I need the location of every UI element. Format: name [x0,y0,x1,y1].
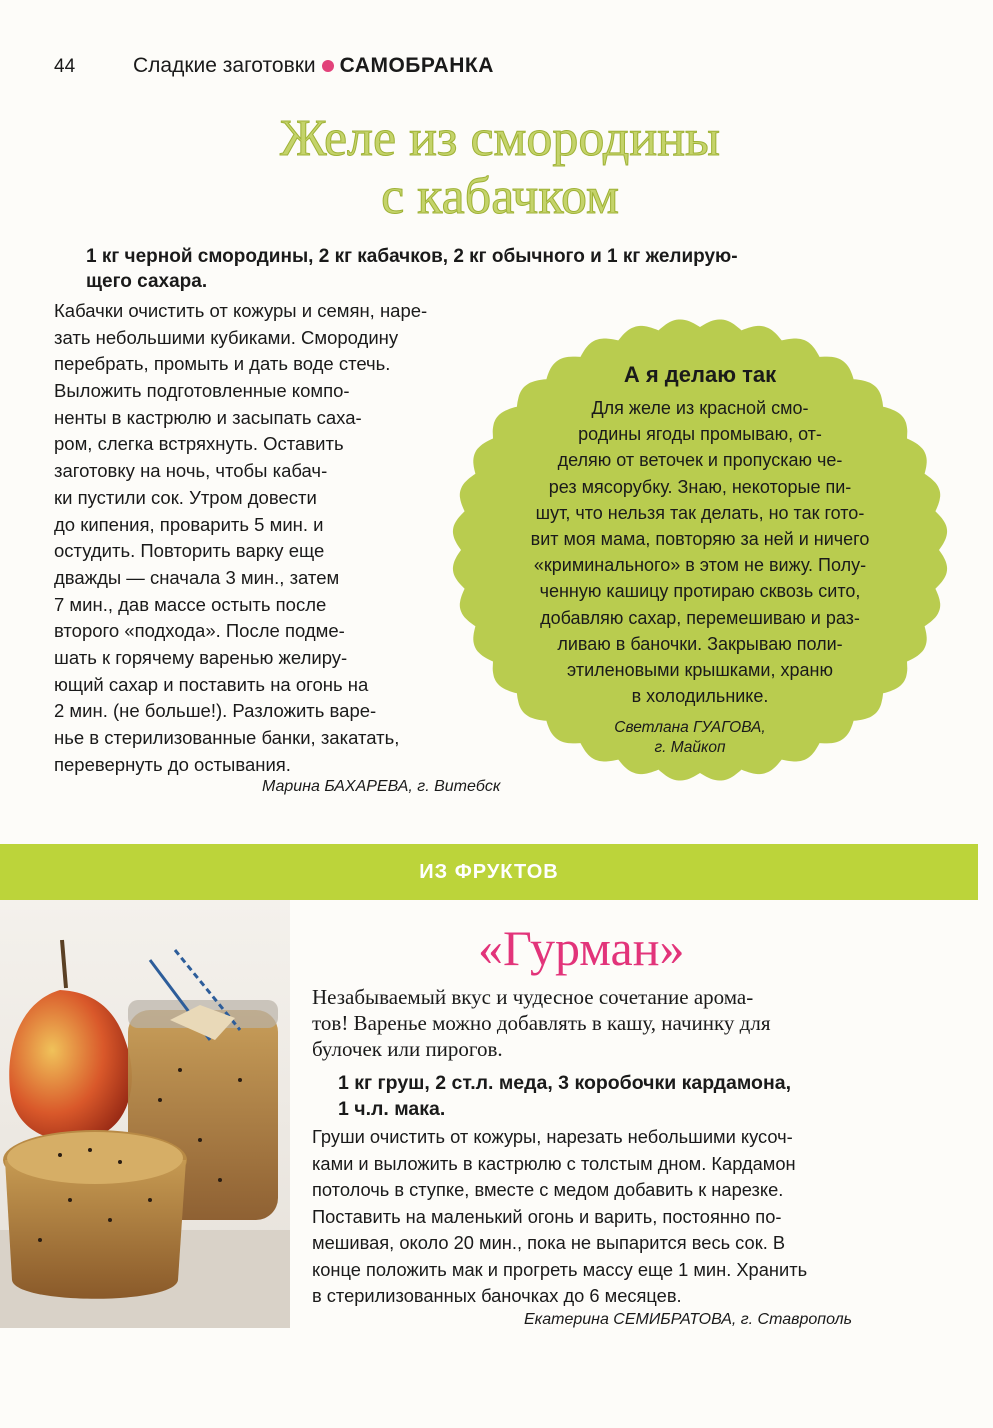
tip-author-name: Светлана ГУАГОВА, [614,719,766,736]
ingredients-line: 1 кг груш, 2 ст.л. меда, 3 коробочки кардамона, [338,1072,792,1094]
tip-title: А я делаю так [623,362,777,387]
tip-line: ливаю в баночки. Закрываю поли- [557,633,843,654]
method-line: перевернуть до остывания. [54,753,291,775]
title-line: с кабачком [381,168,619,225]
tip-author-city: г. Майкоп [654,739,726,756]
ingredients-line: 1 кг черной смородины, 2 кг кабачков, 2 кг обычного и 1 кг желирую- [86,246,738,267]
bullet-dot-icon [322,60,334,72]
method-line: потолочь в ступке, вместе с медом добавить к нарезке. [312,1179,784,1200]
method-line: Груши очистить от кожуры, нарезать небольшими кусоч- [312,1126,793,1147]
ingredients [338,1070,791,1122]
tip-line: «криминального» в этом не вижу. Полу- [533,555,867,576]
tip-line: вит моя мама, повторяю за ней и ничего [530,528,870,549]
method-line: мешивая, около 20 мин., пока не выпарится весь сок. В [312,1232,786,1253]
tip-line: родины ягоды промываю, от- [578,424,822,445]
method-line: нье в стерилизованные банки, закатать, [54,727,400,748]
method-line: ром, слегка встряхнуть. Оставить [54,433,344,455]
ingredients [86,244,946,294]
tip-line: деляю от веточек и пропускаю че- [557,450,843,471]
method-line: Кабачки очистить от кожуры и семян, наре- [54,300,428,321]
method-line: в стерилизованных баночках до 6 месяцев. [312,1285,682,1306]
method-line: ющий сахар и поставить на огонь на [54,673,369,695]
method-line: второго «подхода». После подме- [54,620,345,642]
recipe-method [54,298,427,778]
page-number: 44 [54,56,76,77]
method-line: до кипения, проварить 5 мин. и [54,513,324,535]
method-line: дважды — сначала 3 мин., затем [54,566,340,588]
method-line: 7 мин., дав массе остыть после [54,593,327,615]
recipe-intro [312,984,771,1062]
method-line: перебрать, промыть и дать воде стечь. [54,353,391,375]
method-line: 2 мин. (не больше!). Разложить варе- [54,700,377,722]
recipe-method [312,1124,807,1310]
brand-name: САМОБРАНКА [339,54,494,77]
title-line: Желе из смородины [280,110,720,167]
method-line: зать небольшими кубиками. Смородину [54,326,399,348]
ingredients-line: щего сахара. [86,271,208,292]
method-line: ки пустили сок. Утром довести [54,486,317,508]
tip-line: добавляю сахар, перемешиваю и раз- [540,607,860,628]
intro-line: тов! Варенье можно добавлять в кашу, начинку для [312,1011,771,1035]
method-line: заготовку на ночь, чтобы кабач- [54,460,328,482]
section-band-label: ИЗ ФРУКТОВ [419,861,559,883]
method-line: Выложить подготовленные компо- [54,380,350,402]
section-name: Сладкие заготовки [133,54,316,77]
method-line: шать к горячему варенью желиру- [54,646,348,668]
tip-line: Для желе из красной смо- [591,398,809,418]
tip-line: рез мясорубку. Знаю, некоторые пи- [548,476,852,497]
method-line: ненты в кастрюлю и засыпать саха- [54,406,362,428]
author-signature: Марина БАХАРЕВА, г. Витебск [262,778,501,795]
tip-body [470,395,930,709]
intro-line: Незабываемый вкус и чудесное сочетание арома- [312,985,754,1009]
tip-line: этиленовыми крышками, храню [567,659,833,680]
tip-author [570,718,810,758]
method-line: конце положить мак и прогреть массу еще 1 мин. Хранить [312,1258,808,1280]
author-signature: Екатерина СЕМИБРАТОВА, г. Ставрополь [524,1311,853,1328]
recipe-title: «Гурман» [478,920,685,976]
running-header [133,54,494,78]
method-line: остудить. Повторить варку еще [54,540,325,562]
tip-line: шут, что нельзя так делать, но так гото- [535,502,865,523]
method-line: ками и выложить в кастрюлю с толстым дном. Кардамон [312,1152,796,1174]
recipe-title [120,110,880,226]
tip-line: ченную кашицу протираю сквозь сито, [539,581,861,602]
method-line: Поставить на маленький огонь и варить, постоянно по- [312,1205,782,1227]
tip-line: в холодильнике. [631,686,769,707]
ingredients-line: 1 ч.л. мака. [338,1098,446,1120]
intro-line: булочек или пирогов. [312,1037,503,1061]
pear-jam-photo [0,900,290,1328]
